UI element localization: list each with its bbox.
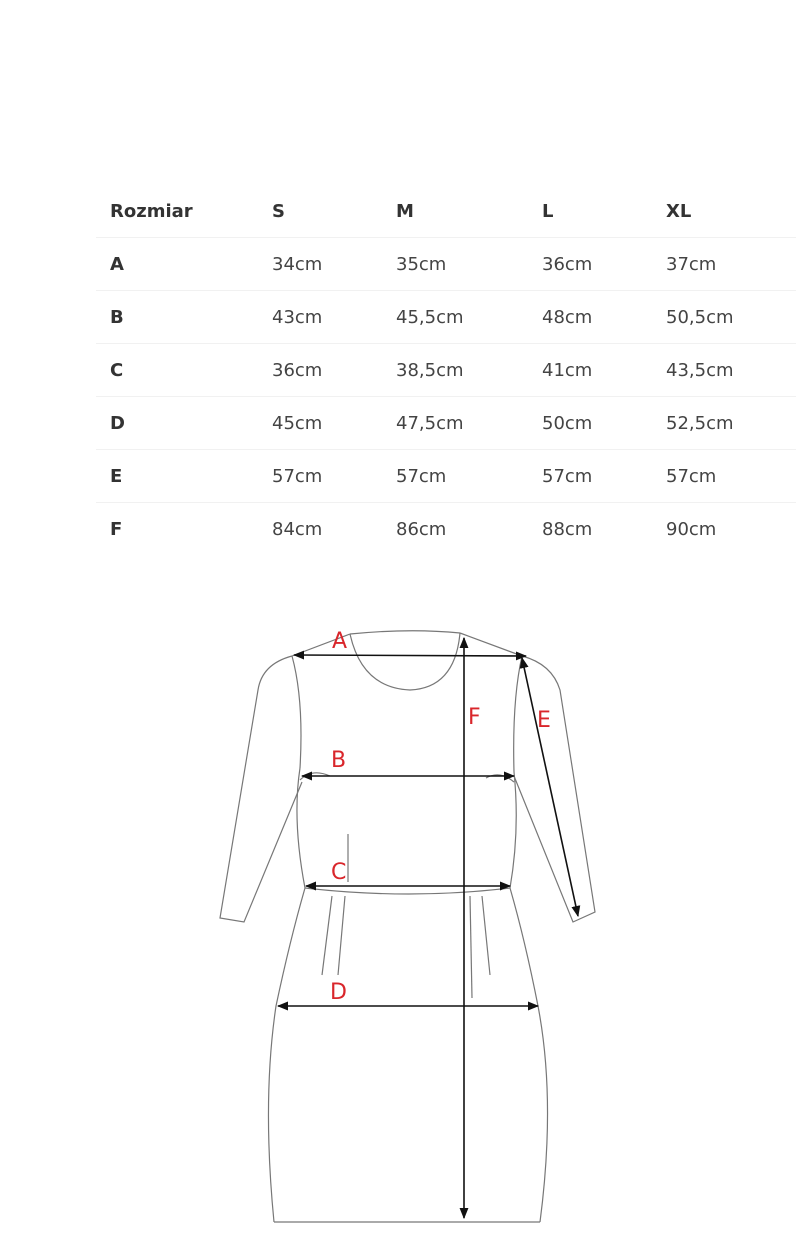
table-cell: 35cm [382,238,528,291]
row-label: D [96,397,258,450]
label-f: F [468,705,481,730]
table-row [96,397,796,450]
row-label: E [96,450,258,503]
table-cell: 57cm [258,450,382,503]
table-cell: 57cm [528,450,652,503]
table-cell: 45,5cm [382,291,528,344]
table-cell: 90cm [666,518,717,540]
label-e: E [537,708,551,733]
table-cell: 36cm [258,344,382,397]
row-label: F [110,518,123,540]
size-chart-table [96,185,796,555]
table-row [96,238,796,291]
table-row [96,344,796,397]
row-label: B [96,291,258,344]
label-b: B [331,748,347,773]
table-cell: 36cm [528,238,652,291]
header-l: L [528,185,652,238]
measurement-arrows [278,638,578,1218]
header-m: M [382,185,528,238]
header-s: S [258,185,382,238]
table-cell: 88cm [542,518,593,540]
table-header-row [96,185,796,238]
header-size: Rozmiar [96,185,258,238]
table-row [96,450,796,503]
arrow-e [522,658,578,916]
header-xl: XL [652,185,796,238]
table-cell: 84cm [272,518,323,540]
table-cell: 47,5cm [382,397,528,450]
table-cell: 57cm [382,450,528,503]
table-cell: 48cm [528,291,652,344]
label-d: D [330,980,347,1005]
dress-diagram-svg [0,600,810,1260]
table-cell: 57cm [652,450,796,503]
table-cell: 43,5cm [652,344,796,397]
label-a: A [332,629,348,654]
table-cell: 37cm [652,238,796,291]
dress-measurement-diagram [0,600,810,1260]
table-cell: 38,5cm [382,344,528,397]
table-cell: 43cm [258,291,382,344]
table-cell: 41cm [528,344,652,397]
table-cell: 34cm [258,238,382,291]
row-label: C [96,344,258,397]
table-row [96,503,796,556]
table-row [96,291,796,344]
table-cell: 86cm [396,518,447,540]
table-cell: 50,5cm [652,291,796,344]
table-cell: 52,5cm [652,397,796,450]
table-cell: 50cm [528,397,652,450]
arrow-a [294,655,526,656]
label-c: C [331,860,347,885]
table-cell: 45cm [258,397,382,450]
row-label: A [96,238,258,291]
